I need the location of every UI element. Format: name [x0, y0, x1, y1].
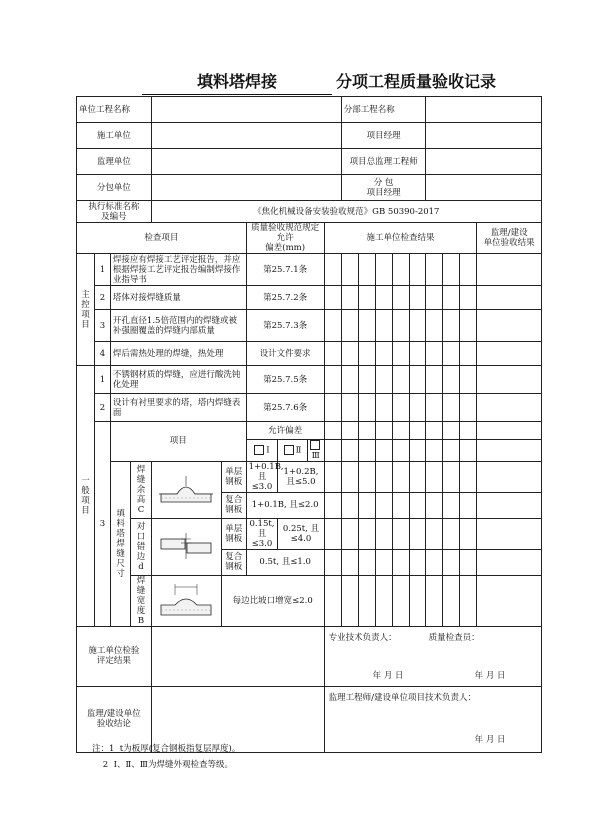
result-cell[interactable] [443, 394, 460, 422]
footnotes [92, 741, 240, 773]
result-cell[interactable] [443, 461, 460, 492]
tech-lead-label: 专业技术负责人： [328, 632, 397, 643]
main-item-text: 焊接应有焊接工艺评定报告，并应根据焊接工艺评定报告编制焊接作业指导书 [110, 254, 246, 286]
result-cell[interactable] [392, 286, 409, 310]
acceptance-cell[interactable] [477, 440, 542, 462]
result-cell[interactable] [460, 575, 477, 626]
result-cell[interactable] [358, 518, 375, 549]
subcontract-unit-label: 分包单位 [77, 175, 152, 201]
acceptance-cell[interactable] [477, 518, 542, 549]
result-cell[interactable] [426, 366, 443, 394]
result-cell[interactable] [324, 575, 341, 626]
result-cell[interactable] [341, 461, 358, 492]
result-cell[interactable] [443, 286, 460, 310]
result-cell[interactable] [460, 254, 477, 286]
result-cell[interactable] [460, 518, 477, 549]
result-cell[interactable] [358, 366, 375, 394]
standard-value: 《焦化机械设备安装验收规范》GB 50390-2017 [151, 201, 541, 223]
grade-label: Ⅲ [311, 450, 320, 461]
general-item-clause: 第25.7.5条 [246, 366, 324, 394]
result-cell[interactable] [426, 394, 443, 422]
result-cell[interactable] [324, 310, 341, 342]
supervision-eval-signatures [324, 686, 541, 752]
result-cell[interactable] [375, 575, 392, 626]
result-cell[interactable] [409, 549, 426, 575]
result-cell[interactable] [341, 286, 358, 310]
result-cell[interactable] [460, 310, 477, 342]
result-cell[interactable] [375, 422, 392, 440]
result-cell[interactable] [443, 518, 460, 549]
misalignment-single-b: 0.25t, 且 ≤4.0 [278, 518, 324, 549]
result-cell[interactable] [341, 366, 358, 394]
result-cell[interactable] [426, 422, 443, 440]
result-cell[interactable] [409, 310, 426, 342]
supervision-date: 年 月 日 [474, 734, 506, 745]
result-cell[interactable] [409, 575, 426, 626]
weld-misalignment-icon [157, 527, 215, 567]
result-cell[interactable] [426, 342, 443, 366]
result-cell[interactable] [426, 549, 443, 575]
project-manager-value[interactable] [426, 123, 542, 149]
general-item-clause: 第25.7.6条 [246, 394, 324, 422]
result-cell[interactable] [324, 254, 341, 286]
acceptance-cell[interactable] [477, 394, 542, 422]
result-cell[interactable] [426, 254, 443, 286]
inspection-record-table [76, 96, 542, 753]
result-cell[interactable] [341, 342, 358, 366]
result-cell[interactable] [341, 518, 358, 549]
result-cell[interactable] [392, 492, 409, 518]
misalignment-composite: 0.5t, 且≤1.0 [246, 549, 324, 575]
general-item-text: 设计有衬里要求的塔，塔内焊缝表面 [110, 394, 246, 422]
result-cell[interactable] [392, 254, 409, 286]
grade-option[interactable] [307, 440, 324, 462]
result-cell[interactable] [443, 422, 460, 440]
supervising-engineer-label: 监理工程师/建设单位项目技术负责人： [328, 692, 477, 703]
result-cell[interactable] [341, 254, 358, 286]
item3-tolerance-label: 允许偏差 [246, 422, 324, 440]
weld-width-icon [157, 581, 215, 621]
result-cell[interactable] [358, 310, 375, 342]
construction-unit-value[interactable] [151, 123, 341, 149]
result-cell[interactable] [341, 394, 358, 422]
reinforcement-label: 焊 缝 余 高 C [131, 461, 151, 518]
result-cell[interactable] [460, 549, 477, 575]
result-cell[interactable] [460, 286, 477, 310]
result-cell[interactable] [409, 394, 426, 422]
result-cell[interactable] [409, 366, 426, 394]
result-cell[interactable] [341, 575, 358, 626]
col-inspection: 施工单位检查结果 [324, 223, 477, 254]
result-cell[interactable] [375, 342, 392, 366]
main-group-label: 主 控 项 目 [77, 254, 95, 366]
result-cell[interactable] [324, 342, 341, 366]
result-cell[interactable] [426, 440, 443, 462]
main-item-text: 焊后需热处理的焊缝，热处理 [110, 342, 246, 366]
main-item-no: 4 [95, 342, 111, 366]
result-cell[interactable] [409, 518, 426, 549]
result-cell[interactable] [443, 575, 460, 626]
result-cell[interactable] [426, 518, 443, 549]
general-group-label: 一 般 项 目 [77, 366, 95, 627]
grade-option[interactable] [278, 440, 307, 462]
weld-reinforcement-icon [157, 470, 215, 510]
construction-eval-label: 施工单位检验 评定结果 [77, 626, 152, 686]
result-cell[interactable] [409, 492, 426, 518]
result-cell[interactable] [460, 492, 477, 518]
result-cell[interactable] [392, 394, 409, 422]
single-plate-label: 单层 钢板 [221, 518, 246, 549]
main-item-no: 2 [95, 286, 111, 310]
item3-project-label: 项目 [110, 422, 246, 462]
subcontract-manager-value[interactable] [426, 175, 542, 201]
result-cell[interactable] [358, 440, 375, 462]
result-cell[interactable] [358, 461, 375, 492]
result-cell[interactable] [375, 254, 392, 286]
result-cell[interactable] [443, 342, 460, 366]
acceptance-cell[interactable] [477, 461, 542, 492]
result-cell[interactable] [324, 461, 341, 492]
result-cell[interactable] [443, 492, 460, 518]
sub-project-value[interactable] [426, 97, 542, 123]
result-cell[interactable] [392, 549, 409, 575]
result-cell[interactable] [443, 254, 460, 286]
unit-project-label: 单位工程名称 [77, 97, 152, 123]
misalignment-single-a: 0.15t, 且 ≤3.0 [246, 518, 278, 549]
result-cell[interactable] [375, 461, 392, 492]
checkbox-icon[interactable] [254, 445, 264, 455]
result-cell[interactable] [358, 254, 375, 286]
result-cell[interactable] [324, 440, 341, 462]
acceptance-cell[interactable] [477, 342, 542, 366]
result-cell[interactable] [426, 310, 443, 342]
weld-width-sketch [151, 575, 221, 626]
result-cell[interactable] [375, 518, 392, 549]
result-cell[interactable] [358, 549, 375, 575]
checkbox-icon[interactable] [310, 440, 320, 450]
result-cell[interactable] [460, 440, 477, 462]
result-cell[interactable] [460, 342, 477, 366]
result-cell[interactable] [375, 394, 392, 422]
unit-project-value[interactable] [151, 97, 341, 123]
construction-eval-content[interactable] [151, 626, 324, 686]
general-item-no: 2 [95, 394, 111, 422]
result-cell[interactable] [409, 440, 426, 462]
composite-plate-label: 复合 钢板 [221, 549, 246, 575]
chief-engineer-value[interactable] [426, 149, 542, 175]
checkbox-icon[interactable] [284, 445, 294, 455]
result-cell[interactable] [392, 310, 409, 342]
result-cell[interactable] [375, 366, 392, 394]
single-plate-label: 单层 钢板 [221, 461, 246, 492]
main-item-text: 开孔直径1.5倍范围内的焊缝或被补强圈覆盖的焊缝内部质量 [110, 310, 246, 342]
chief-engineer-label: 项目总监理工程师 [341, 149, 426, 175]
result-cell[interactable] [409, 254, 426, 286]
main-item-clause: 设计文件要求 [246, 342, 324, 366]
reinforcement-single-b: 1+0.2B, 且≤5.0 [278, 461, 324, 492]
result-cell[interactable] [460, 366, 477, 394]
acceptance-cell[interactable] [477, 310, 542, 342]
main-item-no: 1 [95, 254, 111, 286]
result-cell[interactable] [460, 422, 477, 440]
result-cell[interactable] [426, 575, 443, 626]
result-cell[interactable] [324, 286, 341, 310]
main-item-clause: 第25.7.1条 [246, 254, 324, 286]
main-item-clause: 第25.7.2条 [246, 286, 324, 310]
result-cell[interactable] [409, 342, 426, 366]
acceptance-cell[interactable] [477, 575, 542, 626]
result-cell[interactable] [341, 492, 358, 518]
acceptance-cell[interactable] [477, 366, 542, 394]
result-cell[interactable] [426, 286, 443, 310]
result-cell[interactable] [324, 518, 341, 549]
standard-label: 执行标准名称 及编号 [77, 201, 152, 223]
footnote: 2 Ⅰ、Ⅱ、Ⅲ为焊缝外观检查等级。 [92, 760, 233, 770]
weld-width-value: 每边比坡口增宽≤2.0 [221, 575, 324, 626]
result-cell[interactable] [375, 549, 392, 575]
weld-width-label: 焊 缝 宽 度 B [131, 575, 151, 626]
reinforcement-composite: 1+0.1B, 且≤2.0 [246, 492, 324, 518]
col-spec: 质量验收规范规定允许 偏差(mm) [246, 223, 324, 254]
col-acceptance: 监理/建设 单位验收结果 [477, 223, 542, 254]
result-cell[interactable] [324, 394, 341, 422]
result-cell[interactable] [409, 461, 426, 492]
result-cell[interactable] [443, 440, 460, 462]
result-cell[interactable] [358, 492, 375, 518]
quality-inspector-label: 质量检查员： [428, 632, 480, 643]
quality-inspector-date: 年 月 日 [474, 670, 506, 681]
reinforcement-single-a: 1+0.1B, 且≤3.0 [246, 461, 278, 492]
result-cell[interactable] [358, 394, 375, 422]
title-suffix: 分项工程质量验收记录 [336, 72, 497, 91]
supervision-unit-label: 监理单位 [77, 149, 152, 175]
footnote: 注：1 t为板厚(复合钢板指复层厚度)。 [92, 744, 241, 754]
result-cell[interactable] [358, 342, 375, 366]
result-cell[interactable] [392, 342, 409, 366]
result-cell[interactable] [392, 366, 409, 394]
col-check-item: 检查项目 [77, 223, 247, 254]
supervision-unit-value[interactable] [151, 149, 341, 175]
grade-label: Ⅱ [295, 445, 302, 456]
general-item-text: 不锈钢材质的焊缝，应进行酸洗钝化处理 [110, 366, 246, 394]
acceptance-cell[interactable] [477, 254, 542, 286]
result-cell[interactable] [392, 422, 409, 440]
main-item-no: 3 [95, 310, 111, 342]
composite-plate-label: 复合 钢板 [221, 492, 246, 518]
result-cell[interactable] [426, 492, 443, 518]
main-item-text: 塔体对接焊缝质量 [110, 286, 246, 310]
result-cell[interactable] [375, 440, 392, 462]
general-item-no: 1 [95, 366, 111, 394]
misalignment-sketch [151, 518, 221, 575]
subcontract-unit-value[interactable] [151, 175, 341, 201]
supervision-eval-label: 监理/建设单位 验收结论 [77, 686, 152, 752]
misalignment-label: 对 口 错 边 d [131, 518, 151, 575]
construction-eval-signatures [324, 626, 541, 686]
result-cell[interactable] [358, 286, 375, 310]
result-cell[interactable] [375, 492, 392, 518]
result-cell[interactable] [460, 394, 477, 422]
title-blank: 填料塔焊接 [142, 70, 332, 95]
result-cell[interactable] [443, 549, 460, 575]
acceptance-cell[interactable] [477, 286, 542, 310]
result-cell[interactable] [324, 422, 341, 440]
subcontract-manager-label: 分 包 项目经理 [341, 175, 426, 201]
acceptance-cell[interactable] [477, 422, 542, 440]
result-cell[interactable] [324, 492, 341, 518]
result-cell[interactable] [460, 461, 477, 492]
reinforcement-sketch [151, 461, 221, 518]
grade-label: Ⅰ [266, 445, 270, 456]
result-cell[interactable] [426, 461, 443, 492]
result-cell[interactable] [375, 310, 392, 342]
result-cell[interactable] [358, 575, 375, 626]
result-cell[interactable] [392, 575, 409, 626]
result-cell[interactable] [443, 310, 460, 342]
result-cell[interactable] [341, 440, 358, 462]
result-cell[interactable] [409, 286, 426, 310]
result-cell[interactable] [375, 286, 392, 310]
general-item-no: 3 [95, 422, 111, 627]
tech-lead-date: 年 月 日 [372, 670, 404, 681]
acceptance-cell[interactable] [477, 549, 542, 575]
result-cell[interactable] [324, 366, 341, 394]
weld-size-group-label: 填 料 塔 焊 缝 尺 寸 [110, 461, 130, 626]
project-manager-label: 项目经理 [341, 123, 426, 149]
main-item-clause: 第25.7.3条 [246, 310, 324, 342]
result-cell[interactable] [324, 549, 341, 575]
construction-unit-label: 施工单位 [77, 123, 152, 149]
sub-project-label: 分部工程名称 [341, 97, 426, 123]
result-cell[interactable] [409, 422, 426, 440]
result-cell[interactable] [392, 440, 409, 462]
result-cell[interactable] [341, 549, 358, 575]
result-cell[interactable] [341, 310, 358, 342]
result-cell[interactable] [358, 422, 375, 440]
result-cell[interactable] [341, 422, 358, 440]
acceptance-cell[interactable] [477, 492, 542, 518]
result-cell[interactable] [392, 461, 409, 492]
grade-option[interactable] [246, 440, 278, 462]
result-cell[interactable] [392, 518, 409, 549]
result-cell[interactable] [443, 366, 460, 394]
